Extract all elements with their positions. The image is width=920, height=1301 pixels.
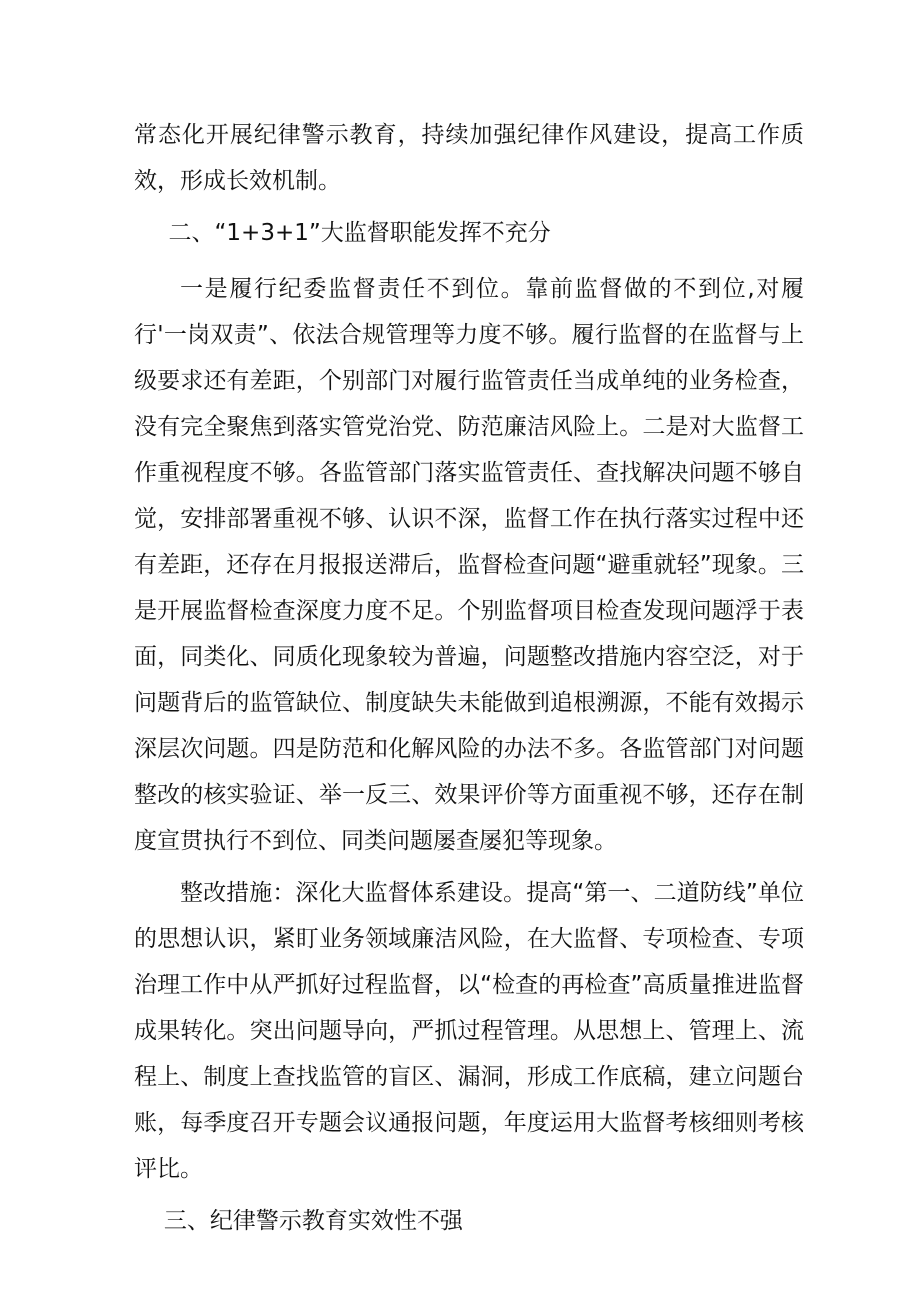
document-body <box>134 112 804 1254</box>
paragraph-continuation: 常态化开展纪律警示教育，持续加强纪律作风建设，提高工作质效，形成长效机制。 <box>134 122 804 194</box>
paragraph-problems: 一是履行纪委监督责任不到位。靠前监督做的不到位,对履行'一岗双责”、依法合规管理等力度不够。履行监督的在监督与上级要求还有差距，个别部门对履行监管责任当成单纯的业务检查，没有完全聚焦到落实管党治党、防范廉洁风险上。二是对大监督工作重视程度不够。各监管部门落实监管责任、查找解决问题不够自觉，安排部署重视不够、认识不深，监督工作在执行落实过程中还有差距，还存在月报报送滞后，监督检查问题“避重就轻”现象。三是开展监督检查深度力度不足。个别监督项目检查发现问题浮于表面，同类化、同质化现象较为普遍，问题整改措施内容空泛，对于问题背后的监管缺位、制度缺失未能做到追根溯源，不能有效揭示深层次问题。四是防范和化解风险的办法不多。各监管部门对问题整改的核实验证、举一反三、效果评价等方面重视不够，还存在制度宣贯执行不到位、同类问题屡查屡犯等现象。 <box>134 276 804 854</box>
paragraph-measures: 整改措施：深化大监督体系建设。提高“第一、二道防线”单位的思想认识，紧盯业务领域廉洁风险，在大监督、专项检查、专项治理工作中从严抓好过程监督，以“检查的再检查”高质量推进监督成果转化。突出问题导向，严抓过程管理。从思想上、管理上、流程上、制度上查找监管的盲区、漏洞，形成工作底稿，建立问题台账，每季度召开专题会议通报问题，年度运用大监督考核细则考核评比。 <box>134 880 804 1182</box>
section-heading-2: 二、“1+3+1”大监督职能发挥不充分 <box>168 220 551 246</box>
section-heading-3: 三、纪律警示教育实效性不强 <box>163 1208 463 1234</box>
